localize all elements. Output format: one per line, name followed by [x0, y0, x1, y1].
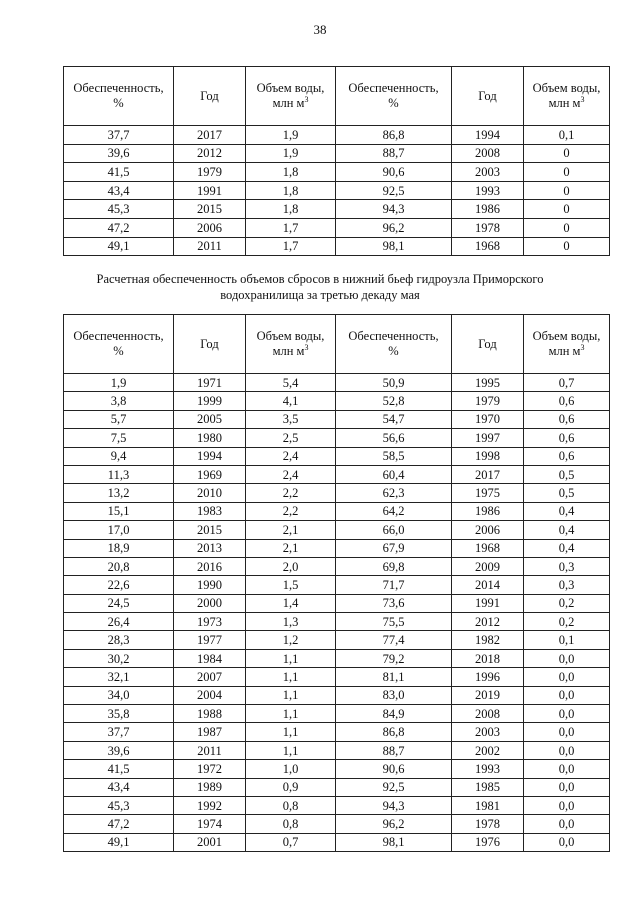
cell-probability: 94,3: [336, 796, 452, 814]
cell-probability: 45,3: [64, 796, 174, 814]
table-row: [64, 557, 610, 575]
cell-volume: 1,7: [246, 218, 336, 237]
header-probability: Обеспеченность, %: [336, 315, 452, 374]
header-volume: Объем воды, млн $м^3$: [246, 67, 336, 126]
cell-probability: 30,2: [64, 649, 174, 667]
table-row: [64, 649, 610, 667]
cell-probability: 67,9: [336, 539, 452, 557]
cell-year: 2003: [452, 163, 524, 182]
cell-volume: 0,0: [524, 723, 610, 741]
cell-probability: 86,8: [336, 723, 452, 741]
cell-probability: 94,3: [336, 200, 452, 219]
cell-volume: 1,0: [246, 760, 336, 778]
cell-probability: 26,4: [64, 613, 174, 631]
cell-probability: 45,3: [64, 200, 174, 219]
cell-year: 1986: [452, 502, 524, 520]
cell-probability: 66,0: [336, 521, 452, 539]
caption-line-2: водохранилища за третью декаду мая: [220, 288, 420, 302]
cell-volume: 1,1: [246, 741, 336, 759]
cell-volume: 0: [524, 200, 610, 219]
cell-volume: 0,8: [246, 796, 336, 814]
cell-year: 2004: [174, 686, 246, 704]
cell-volume: 0,2: [524, 594, 610, 612]
cell-year: 2008: [452, 705, 524, 723]
cell-volume: 0,0: [524, 668, 610, 686]
cell-probability: 5,7: [64, 410, 174, 428]
cell-probability: 64,2: [336, 502, 452, 520]
cell-year: 2007: [174, 668, 246, 686]
cell-probability: 86,8: [336, 126, 452, 145]
cell-year: 2006: [452, 521, 524, 539]
cell-year: 1991: [174, 181, 246, 200]
cell-year: 2000: [174, 594, 246, 612]
header-year: Год: [174, 67, 246, 126]
cell-year: 1977: [174, 631, 246, 649]
cell-probability: 32,1: [64, 668, 174, 686]
cell-volume: 0: [524, 181, 610, 200]
cell-probability: 81,1: [336, 668, 452, 686]
table-row: [64, 576, 610, 594]
table-row: [64, 392, 610, 410]
cell-year: 2010: [174, 484, 246, 502]
cell-probability: 92,5: [336, 181, 452, 200]
cell-year: 2002: [452, 741, 524, 759]
cell-year: 2006: [174, 218, 246, 237]
cell-probability: 39,6: [64, 741, 174, 759]
cell-year: 2017: [452, 465, 524, 483]
cell-probability: 79,2: [336, 649, 452, 667]
cell-year: 1978: [452, 815, 524, 833]
cell-year: 1968: [452, 237, 524, 256]
cell-year: 2017: [174, 126, 246, 145]
cell-year: 2005: [174, 410, 246, 428]
cell-probability: 24,5: [64, 594, 174, 612]
cell-probability: 50,9: [336, 374, 452, 392]
cell-probability: 43,4: [64, 778, 174, 796]
cell-volume: 0,4: [524, 521, 610, 539]
cell-volume: 2,4: [246, 447, 336, 465]
discharge-table-1: [63, 66, 610, 256]
table-row: [64, 778, 610, 796]
cell-volume: 0,0: [524, 778, 610, 796]
cell-year: 1999: [174, 392, 246, 410]
cell-volume: 0: [524, 163, 610, 182]
cell-year: 1981: [452, 796, 524, 814]
cell-year: 1972: [174, 760, 246, 778]
cell-year: 2008: [452, 144, 524, 163]
table-caption: [80, 271, 560, 303]
cell-volume: 0,1: [524, 126, 610, 145]
cell-year: 1986: [452, 200, 524, 219]
cell-probability: 96,2: [336, 218, 452, 237]
cell-year: 1979: [452, 392, 524, 410]
cell-volume: 1,1: [246, 705, 336, 723]
cell-probability: 83,0: [336, 686, 452, 704]
cell-probability: 41,5: [64, 760, 174, 778]
cell-volume: 5,4: [246, 374, 336, 392]
table-body: [64, 374, 610, 852]
cell-probability: 92,5: [336, 778, 452, 796]
cell-year: 1974: [174, 815, 246, 833]
table-row: [64, 429, 610, 447]
cell-volume: 0,5: [524, 465, 610, 483]
cell-volume: 0,6: [524, 447, 610, 465]
header-year: Год: [174, 315, 246, 374]
table-row: [64, 539, 610, 557]
cell-probability: 13,2: [64, 484, 174, 502]
cell-year: 1968: [452, 539, 524, 557]
cell-volume: 0,9: [246, 778, 336, 796]
cell-probability: 75,5: [336, 613, 452, 631]
cell-year: 2001: [174, 833, 246, 851]
cell-volume: 0,4: [524, 502, 610, 520]
cell-year: 1994: [452, 126, 524, 145]
cell-year: 1989: [174, 778, 246, 796]
header-probability: Обеспеченность, %: [336, 67, 452, 126]
header-year: Год: [452, 315, 524, 374]
cell-probability: 43,4: [64, 181, 174, 200]
cell-probability: 56,6: [336, 429, 452, 447]
cell-year: 1995: [452, 374, 524, 392]
cell-probability: 47,2: [64, 218, 174, 237]
cell-year: 2016: [174, 557, 246, 575]
cell-year: 1973: [174, 613, 246, 631]
cell-volume: 0: [524, 218, 610, 237]
cell-volume: 0,0: [524, 649, 610, 667]
table-row: [64, 374, 610, 392]
cell-volume: 0,5: [524, 484, 610, 502]
cell-year: 1985: [452, 778, 524, 796]
cell-volume: 2,4: [246, 465, 336, 483]
cell-probability: 84,9: [336, 705, 452, 723]
cell-year: 1988: [174, 705, 246, 723]
table-row: [64, 613, 610, 631]
cell-year: 1990: [174, 576, 246, 594]
cell-year: 1998: [452, 447, 524, 465]
cell-year: 1978: [452, 218, 524, 237]
cell-year: 2012: [174, 144, 246, 163]
table-row: [64, 465, 610, 483]
cell-volume: 0,6: [524, 429, 610, 447]
cell-probability: 22,6: [64, 576, 174, 594]
cell-probability: 1,9: [64, 374, 174, 392]
header-probability: Обеспеченность, %: [64, 315, 174, 374]
cell-volume: 1,1: [246, 649, 336, 667]
cell-volume: 0,7: [246, 833, 336, 851]
cell-probability: 9,4: [64, 447, 174, 465]
cell-volume: 0,6: [524, 410, 610, 428]
cell-volume: 0,0: [524, 686, 610, 704]
cell-volume: 0,1: [524, 631, 610, 649]
cell-year: 1980: [174, 429, 246, 447]
table-row: [64, 484, 610, 502]
cell-year: 1991: [452, 594, 524, 612]
cell-year: 1982: [452, 631, 524, 649]
cell-volume: 1,3: [246, 613, 336, 631]
cell-probability: 3,8: [64, 392, 174, 410]
cell-volume: 1,9: [246, 144, 336, 163]
cell-volume: 0: [524, 144, 610, 163]
cell-probability: 90,6: [336, 760, 452, 778]
cell-volume: 0: [524, 237, 610, 256]
cell-year: 1983: [174, 502, 246, 520]
discharge-table-2: [63, 314, 610, 852]
cell-volume: 1,4: [246, 594, 336, 612]
table-row: [64, 163, 610, 182]
cell-year: 2018: [452, 649, 524, 667]
table-row: [64, 815, 610, 833]
cell-year: 1992: [174, 796, 246, 814]
cell-year: 1975: [452, 484, 524, 502]
cell-year: 2009: [452, 557, 524, 575]
cell-year: 2015: [174, 521, 246, 539]
table-row: [64, 410, 610, 428]
cell-year: 2011: [174, 741, 246, 759]
cell-volume: 1,1: [246, 686, 336, 704]
header-probability: Обеспеченность, %: [64, 67, 174, 126]
table-row: [64, 126, 610, 145]
cell-volume: 0,0: [524, 760, 610, 778]
cell-volume: 0,2: [524, 613, 610, 631]
table-body: [64, 126, 610, 256]
cell-year: 1993: [452, 760, 524, 778]
cell-probability: 60,4: [336, 465, 452, 483]
table-row: [64, 796, 610, 814]
table-row: [64, 502, 610, 520]
header-year: Год: [452, 67, 524, 126]
header-volume: Объем воды, млн $м^3$: [524, 315, 610, 374]
cell-probability: 77,4: [336, 631, 452, 649]
cell-probability: 15,1: [64, 502, 174, 520]
cell-probability: 20,8: [64, 557, 174, 575]
cell-year: 1976: [452, 833, 524, 851]
cell-probability: 52,8: [336, 392, 452, 410]
cell-year: 2015: [174, 200, 246, 219]
cell-year: 1969: [174, 465, 246, 483]
cell-volume: 1,5: [246, 576, 336, 594]
cell-probability: 90,6: [336, 163, 452, 182]
cell-probability: 39,6: [64, 144, 174, 163]
table-row: [64, 668, 610, 686]
header-volume: Объем воды, млн $м^3$: [524, 67, 610, 126]
cell-probability: 41,5: [64, 163, 174, 182]
table-row: [64, 144, 610, 163]
cell-year: 2013: [174, 539, 246, 557]
cell-volume: 0,4: [524, 539, 610, 557]
cell-year: 1970: [452, 410, 524, 428]
table-row: [64, 521, 610, 539]
table-row: [64, 181, 610, 200]
table-row: [64, 833, 610, 851]
cell-year: 2012: [452, 613, 524, 631]
cell-year: 2003: [452, 723, 524, 741]
cell-probability: 58,5: [336, 447, 452, 465]
table-row: [64, 741, 610, 759]
cell-year: 2011: [174, 237, 246, 256]
table-row: [64, 686, 610, 704]
cell-volume: 0,6: [524, 392, 610, 410]
cell-volume: 1,8: [246, 163, 336, 182]
cell-probability: 98,1: [336, 833, 452, 851]
cell-probability: 54,7: [336, 410, 452, 428]
cell-volume: 0,3: [524, 557, 610, 575]
cell-probability: 35,8: [64, 705, 174, 723]
cell-probability: 17,0: [64, 521, 174, 539]
table-row: [64, 218, 610, 237]
cell-year: 1979: [174, 163, 246, 182]
cell-volume: 1,2: [246, 631, 336, 649]
cell-volume: 0,0: [524, 833, 610, 851]
cell-volume: 0,3: [524, 576, 610, 594]
cell-year: 2019: [452, 686, 524, 704]
cell-probability: 7,5: [64, 429, 174, 447]
cell-year: 1994: [174, 447, 246, 465]
cell-probability: 37,7: [64, 723, 174, 741]
cell-year: 1987: [174, 723, 246, 741]
cell-year: 1997: [452, 429, 524, 447]
caption-line-1: Расчетная обеспеченность объемов сбросов в нижний бьеф гидроузла Приморского: [96, 272, 544, 286]
cell-volume: 1,1: [246, 668, 336, 686]
cell-volume: 0,0: [524, 741, 610, 759]
cell-volume: 4,1: [246, 392, 336, 410]
table-row: [64, 594, 610, 612]
cell-year: 1984: [174, 649, 246, 667]
cell-volume: 2,1: [246, 539, 336, 557]
cell-probability: 96,2: [336, 815, 452, 833]
cell-probability: 11,3: [64, 465, 174, 483]
cell-probability: 18,9: [64, 539, 174, 557]
table-row: [64, 631, 610, 649]
cell-volume: 0,0: [524, 705, 610, 723]
cell-volume: 2,2: [246, 502, 336, 520]
table-row: [64, 723, 610, 741]
cell-probability: 49,1: [64, 833, 174, 851]
cell-year: 1996: [452, 668, 524, 686]
table-row: [64, 760, 610, 778]
cell-volume: 0,0: [524, 815, 610, 833]
table-row: [64, 200, 610, 219]
cell-volume: 2,0: [246, 557, 336, 575]
header-volume: Объем воды, млн $м^3$: [246, 315, 336, 374]
cell-probability: 88,7: [336, 144, 452, 163]
table-row: [64, 705, 610, 723]
cell-probability: 71,7: [336, 576, 452, 594]
cell-year: 1971: [174, 374, 246, 392]
cell-probability: 28,3: [64, 631, 174, 649]
cell-year: 1993: [452, 181, 524, 200]
cell-year: 2014: [452, 576, 524, 594]
cell-probability: 98,1: [336, 237, 452, 256]
cell-probability: 47,2: [64, 815, 174, 833]
cell-volume: 0,0: [524, 796, 610, 814]
cell-volume: 3,5: [246, 410, 336, 428]
cell-volume: 2,5: [246, 429, 336, 447]
cell-volume: 1,8: [246, 200, 336, 219]
page-number: 38: [313, 22, 327, 37]
cell-volume: 1,1: [246, 723, 336, 741]
table-header-row: [64, 315, 610, 374]
cell-probability: 37,7: [64, 126, 174, 145]
table-header-row: [64, 67, 610, 126]
cell-volume: 2,2: [246, 484, 336, 502]
cell-probability: 88,7: [336, 741, 452, 759]
cell-volume: 1,7: [246, 237, 336, 256]
cell-volume: 2,1: [246, 521, 336, 539]
cell-volume: 0,8: [246, 815, 336, 833]
table-row: [64, 237, 610, 256]
cell-volume: 1,8: [246, 181, 336, 200]
cell-probability: 34,0: [64, 686, 174, 704]
table-row: [64, 447, 610, 465]
cell-volume: 1,9: [246, 126, 336, 145]
cell-volume: 0,7: [524, 374, 610, 392]
cell-probability: 73,6: [336, 594, 452, 612]
cell-probability: 62,3: [336, 484, 452, 502]
cell-probability: 49,1: [64, 237, 174, 256]
cell-probability: 69,8: [336, 557, 452, 575]
